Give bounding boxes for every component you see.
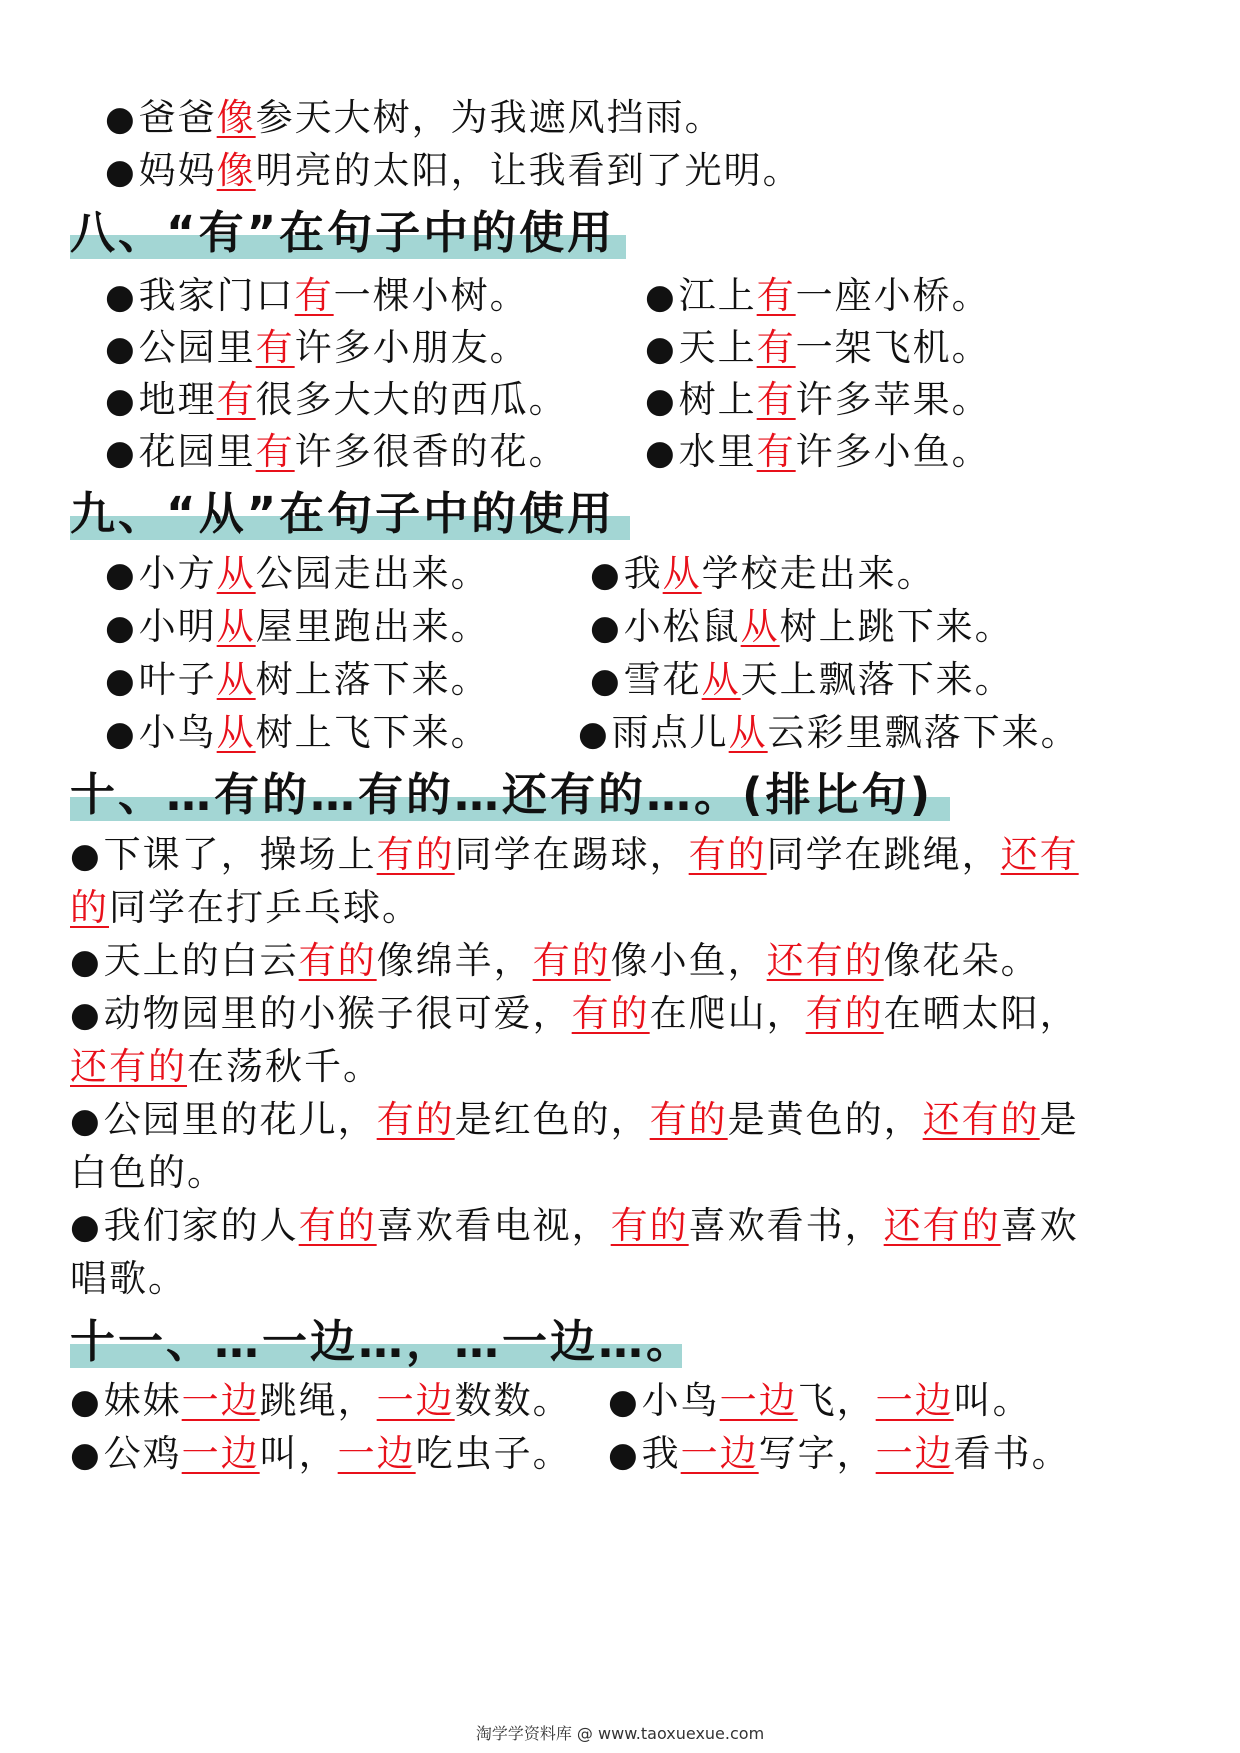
bullet-icon: ● bbox=[590, 608, 622, 648]
intro-sentence-1: ●爸爸像参天大树，为我遮风挡雨。 bbox=[105, 96, 724, 139]
section-9-left-3: ●叶子从树上落下来。 bbox=[105, 658, 490, 701]
bullet-icon: ● bbox=[105, 661, 137, 701]
keyword: 一边 bbox=[337, 1432, 416, 1475]
section-9-left-2: ●小明从屋里跑出来。 bbox=[105, 605, 490, 648]
keyword: 从 bbox=[216, 552, 256, 595]
bullet-icon: ● bbox=[645, 329, 677, 369]
bullet-icon: ● bbox=[590, 661, 622, 701]
bullet-icon: ● bbox=[608, 1382, 640, 1422]
keyword: 有的 bbox=[571, 992, 650, 1035]
section-8-heading: 八、“有”在句子中的使用 bbox=[70, 203, 615, 263]
keyword: 有 bbox=[294, 274, 334, 317]
bullet-icon: ● bbox=[645, 277, 677, 317]
keyword: 一边 bbox=[181, 1432, 260, 1475]
keyword: 从 bbox=[216, 605, 256, 648]
bullet-icon: ● bbox=[105, 555, 137, 595]
keyword: 有的 bbox=[688, 833, 767, 876]
keyword: 有 bbox=[255, 326, 295, 369]
section-9-left-1: ●小方从公园走出来。 bbox=[105, 552, 490, 595]
keyword: 有 bbox=[216, 378, 256, 421]
keyword: 还有的 bbox=[922, 1098, 1040, 1141]
section-8-left-1: ●我家门口有一棵小树。 bbox=[105, 274, 529, 317]
section-10-line-3: ●天上的白云有的像绵羊，有的像小鱼，还有的像花朵。 bbox=[70, 939, 1040, 982]
keyword: 的 bbox=[70, 886, 109, 929]
keyword: 有 bbox=[756, 326, 796, 369]
bullet-icon: ● bbox=[105, 433, 137, 473]
keyword: 还有的 bbox=[883, 1204, 1001, 1247]
bullet-icon: ● bbox=[645, 433, 677, 473]
bullet-icon: ● bbox=[70, 1101, 102, 1141]
section-11-left-2: ●公鸡一边叫，一边吃虫子。 bbox=[70, 1432, 572, 1475]
bullet-icon: ● bbox=[105, 152, 137, 192]
bullet-icon: ● bbox=[70, 1435, 102, 1475]
section-8-left-2: ●公园里有许多小朋友。 bbox=[105, 326, 529, 369]
bullet-icon: ● bbox=[105, 714, 137, 754]
keyword: 一边 bbox=[719, 1379, 798, 1422]
keyword: 有 bbox=[756, 430, 796, 473]
section-10-line-5: 还有的在荡秋千。 bbox=[70, 1045, 382, 1088]
keyword: 有的 bbox=[610, 1204, 689, 1247]
section-8-left-3: ●地理有很多大大的西瓜。 bbox=[105, 378, 568, 421]
keyword: 有 bbox=[255, 430, 295, 473]
section-8-right-3: ●树上有许多苹果。 bbox=[645, 378, 991, 421]
section-10-line-1: ●下课了，操场上有的同学在踢球，有的同学在跳绳，还有 bbox=[70, 833, 1079, 876]
keyword: 有的 bbox=[532, 939, 611, 982]
bullet-icon: ● bbox=[105, 381, 137, 421]
bullet-icon: ● bbox=[578, 714, 610, 754]
keyword: 从 bbox=[701, 658, 741, 701]
bullet-icon: ● bbox=[70, 942, 102, 982]
bullet-icon: ● bbox=[105, 329, 137, 369]
section-8-left-4: ●花园里有许多很香的花。 bbox=[105, 430, 568, 473]
keyword: 像 bbox=[216, 149, 256, 192]
section-8-right-1: ●江上有一座小桥。 bbox=[645, 274, 991, 317]
keyword: 一边 bbox=[875, 1379, 954, 1422]
keyword: 有的 bbox=[649, 1098, 728, 1141]
section-9-right-1: ●我从学校走出来。 bbox=[590, 552, 936, 595]
keyword: 从 bbox=[662, 552, 702, 595]
keyword: 有的 bbox=[805, 992, 884, 1035]
section-9-left-4: ●小鸟从树上飞下来。 bbox=[105, 711, 490, 754]
keyword: 从 bbox=[740, 605, 780, 648]
section-10-heading: 十、…有的…有的…还有的…。(排比句) bbox=[70, 765, 933, 825]
section-8-right-2: ●天上有一架飞机。 bbox=[645, 326, 991, 369]
section-11-left-1: ●妹妹一边跳绳，一边数数。 bbox=[70, 1379, 572, 1422]
keyword: 还有 bbox=[1000, 833, 1079, 876]
keyword: 有 bbox=[756, 378, 796, 421]
section-9-right-2: ●小松鼠从树上跳下来。 bbox=[590, 605, 1014, 648]
bullet-icon: ● bbox=[590, 555, 622, 595]
section-10-line-8: ●我们家的人有的喜欢看电视，有的喜欢看书，还有的喜欢 bbox=[70, 1204, 1079, 1247]
keyword: 有的 bbox=[376, 833, 455, 876]
footer-watermark: 淘学学资料库 @ www.taoxuexue.com bbox=[475, 1724, 765, 1743]
keyword: 从 bbox=[216, 658, 256, 701]
section-11-right-1: ●小鸟一边飞，一边叫。 bbox=[608, 1379, 1032, 1422]
section-9-heading: 九、“从”在句子中的使用 bbox=[70, 484, 615, 544]
bullet-icon: ● bbox=[105, 99, 137, 139]
section-8-right-4: ●水里有许多小鱼。 bbox=[645, 430, 991, 473]
bullet-icon: ● bbox=[645, 381, 677, 421]
keyword: 有的 bbox=[298, 1204, 377, 1247]
bullet-icon: ● bbox=[70, 1207, 102, 1247]
intro-sentence-2: ●妈妈像明亮的太阳，让我看到了光明。 bbox=[105, 149, 802, 192]
section-9-right-3: ●雪花从天上飘落下来。 bbox=[590, 658, 1014, 701]
keyword: 像 bbox=[216, 96, 256, 139]
section-11-right-2: ●我一边写字，一边看书。 bbox=[608, 1432, 1071, 1475]
keyword: 一边 bbox=[875, 1432, 954, 1475]
keyword: 一边 bbox=[680, 1432, 759, 1475]
bullet-icon: ● bbox=[70, 995, 102, 1035]
bullet-icon: ● bbox=[70, 1382, 102, 1422]
keyword: 从 bbox=[216, 711, 256, 754]
section-10-line-7: 白色的。 bbox=[70, 1151, 226, 1194]
keyword: 从 bbox=[728, 711, 768, 754]
section-9-right-4: ●雨点儿从云彩里飘落下来。 bbox=[578, 711, 1080, 754]
keyword: 一边 bbox=[376, 1379, 455, 1422]
bullet-icon: ● bbox=[105, 277, 137, 317]
bullet-icon: ● bbox=[105, 608, 137, 648]
section-10-line-6: ●公园里的花儿，有的是红色的，有的是黄色的，还有的是 bbox=[70, 1098, 1079, 1141]
section-10-line-9: 唱歌。 bbox=[70, 1257, 187, 1300]
bullet-icon: ● bbox=[608, 1435, 640, 1475]
keyword: 有 bbox=[756, 274, 796, 317]
bullet-icon: ● bbox=[70, 836, 102, 876]
section-10-line-4: ●动物园里的小猴子很可爱，有的在爬山，有的在晒太阳， bbox=[70, 992, 1079, 1035]
keyword: 有的 bbox=[376, 1098, 455, 1141]
keyword: 还有的 bbox=[70, 1045, 187, 1088]
keyword: 一边 bbox=[181, 1379, 260, 1422]
keyword: 有的 bbox=[298, 939, 377, 982]
section-10-line-2: 的同学在打乒乓球。 bbox=[70, 886, 421, 929]
keyword: 还有的 bbox=[766, 939, 884, 982]
section-11-heading: 十一、…一边…，…一边…。 bbox=[70, 1315, 695, 1368]
